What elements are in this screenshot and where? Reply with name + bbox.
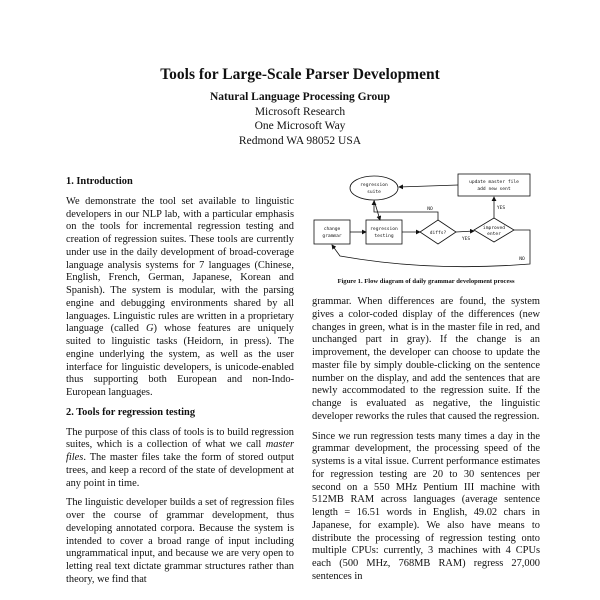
s1-emphasis: G [146, 323, 154, 335]
paper-header [0, 66, 600, 148]
edge-update-to-suite [399, 185, 458, 187]
paper-title: Tools for Large-Scale Parser Development [160, 66, 440, 83]
right-paragraph-1: grammar. When differences are found, the system gives a color-coded display of the differences (new changes in green, what is in the master file in red, and unchanged part in gray). If the change is an improvement, the developer can choose to update the master file by simply double-clicking on the sentence number on the display, and add the sentences that are newly accommodated to the regression suite. If the change is evaluated as negative, the linguistic developer reworks the rules that caused the regression. [312, 296, 540, 422]
label-update-2: add new sent [477, 187, 511, 192]
edge-label-no-top: NO [427, 207, 433, 212]
label-suite-2: suite [367, 190, 381, 195]
edge-diffs-to-improved [456, 231, 474, 232]
edge-label-yes-top: YES [496, 206, 506, 211]
edge-label-no-bottom: NO [519, 257, 525, 262]
node-regression-suite [350, 176, 398, 200]
label-improved-1: improved [482, 226, 506, 231]
section-2-paragraph-2: The linguistic developer builds a set of regression files over the course of grammar development, thus developing annotated corpora. Because the system is intended to cover a broad range of input including ungrammatical input, and because we are very open to letting real text dictate grammar structures rather than theory, we find that [66, 497, 294, 585]
right-paragraph-2: Since we run regression tests many times a day in the grammar development, the processing speed of the systems is a vital issue. Current performance estimates for regression testing are 20 to 30 sentences per second on a 550 MHz Pentium III machine with 512MB RAM across languages (average sentence length = 16.51 words in English, 49.02 chars in Japanese, for example). We also have means to distribute the processing of regression testing onto multiple CPUs: currently, 3 machines with 4 CPUs each (500 MHz, 768MB RAM) regress 27,000 sentences in [312, 430, 540, 582]
label-diffs: diffs? [429, 231, 447, 236]
affiliation [0, 90, 600, 148]
flow-diagram-figure [310, 164, 542, 296]
address-line-2: Redmond WA 98052 USA [238, 134, 362, 147]
s2-text-a: The purpose of this class of tools is to build regression suites, which is a collection of what we call [66, 426, 294, 451]
left-column [66, 176, 294, 594]
edge-label-yes-bottom: YES [461, 237, 471, 242]
address-line-1: One Microsoft Way [254, 120, 346, 132]
label-update-1: update master file [469, 180, 519, 185]
flow-diagram [310, 164, 542, 276]
s2-emphasis: master files [66, 439, 294, 463]
s2-text-b: . The master files take the form of stored output trees, and keep a record of the state of development at any point in time. [66, 452, 294, 489]
label-suite-1: regression [360, 183, 388, 188]
group-name: Natural Language Processing Group [209, 91, 391, 103]
label-change-2: grammar [322, 234, 342, 239]
node-change-grammar [314, 220, 350, 244]
s1-text-b: ) whose features are uniquely suited to linguistic tasks (Heidorn, in press). The engine underlying the system, as well as the user interface for linguistic developers, is unicode-enabled thus supporting both European and non-Indo-European languages. [66, 323, 294, 398]
node-regression-testing [366, 220, 402, 244]
edge-suite-to-testing [374, 200, 380, 220]
figure-caption: Figure 1. Flow diagram of daily grammar development process [337, 278, 515, 285]
section-2-heading: 2. Tools for regression testing [66, 406, 196, 418]
right-column [312, 296, 540, 591]
node-update-master [458, 174, 530, 196]
label-improved-2: enter [487, 232, 501, 237]
label-change-1: change [323, 227, 341, 232]
label-testing-2: testing [374, 234, 394, 239]
s1-text-a: We demonstrate the tool set available to linguistic developers in our NLP lab, with a particular emphasis on the tools for incremental regression testing and creation of regression suites. These tools are currently under use in the daily development of broad-coverage language analysis systems for 7 languages (Chinese, English, French, German, Japanese, Korean and Spanish). The system is modular, with the parsing engine and debugging environments shared by all languages. Linguistic rules are written in a proprietary language (called [66, 195, 294, 335]
section-1-paragraph [66, 196, 294, 400]
organization: Microsoft Research [254, 105, 346, 118]
section-1-heading: 1. Introduction [66, 176, 133, 187]
section-2-paragraph-1 [66, 427, 294, 491]
label-testing-1: regression [370, 227, 398, 232]
